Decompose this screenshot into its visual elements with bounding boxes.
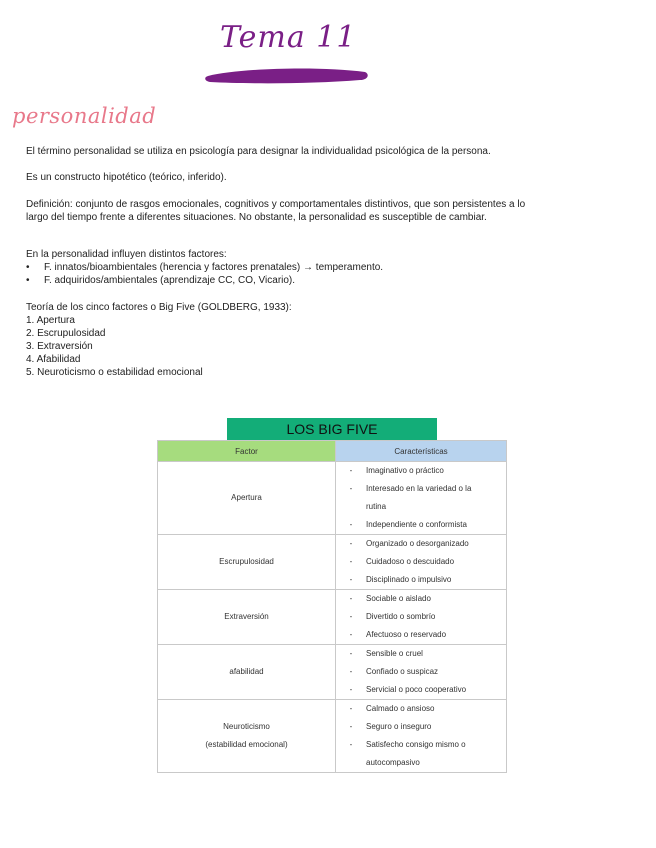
characteristic-text: Seguro o inseguro — [366, 722, 432, 731]
title-underline-stroke — [200, 62, 375, 86]
characteristic-line — [336, 498, 506, 516]
bullet-text: F. innatos/bioambientales (herencia y factores prenatales) → temperamento. — [44, 262, 384, 273]
list-item: 4. Afabilidad — [26, 354, 81, 365]
dash-marker: - — [349, 704, 353, 713]
dash-marker: - — [349, 612, 353, 621]
characteristics-cell — [336, 700, 507, 773]
dash-marker — [336, 498, 366, 516]
characteristics-cell — [336, 462, 507, 535]
characteristic-text: Organizado o desorganizado — [366, 539, 469, 548]
factor-column-header: Factor — [158, 441, 336, 462]
characteristic-line — [336, 645, 506, 663]
list-item: 5. Neuroticismo o estabilidad emocional — [26, 367, 203, 378]
table-row — [158, 645, 507, 700]
title-block — [200, 18, 380, 78]
factor-cell — [158, 700, 336, 773]
paragraph-3 — [26, 198, 525, 224]
characteristic-line — [336, 681, 506, 699]
list-item: 2. Escrupulosidad — [26, 328, 106, 339]
factors-intro: En la personalidad influyen distintos factores: — [26, 249, 227, 260]
characteristic-text: autocompasivo — [366, 758, 420, 767]
dash-marker: - — [349, 539, 353, 548]
page-title: Tema 11 — [220, 20, 357, 55]
bullet-text: F. adquiridos/ambientales (aprendizaje CC, CO, Vicario). — [44, 275, 296, 286]
characteristic-text: rutina — [366, 502, 387, 511]
factor-label: Escrupulosidad — [219, 557, 274, 566]
table-row — [158, 462, 507, 535]
table-row — [158, 700, 507, 773]
characteristic-line — [336, 718, 506, 736]
table-row — [158, 590, 507, 645]
paragraph-1: El término personalidad se utiliza en psicología para designar la individualidad psicológica de la persona. — [26, 146, 491, 157]
factor-label: Neuroticismo — [223, 722, 270, 731]
factors-section — [26, 248, 383, 287]
factor-cell — [158, 535, 336, 590]
characteristic-text: Disciplinado o impulsivo — [366, 575, 452, 584]
characteristic-text: Imaginativo o práctico — [366, 466, 444, 475]
dash-marker: - — [349, 520, 353, 529]
dash-marker: - — [349, 630, 353, 639]
section-heading: personalidad — [12, 104, 157, 128]
dash-marker — [336, 754, 366, 772]
paragraph-3-line-1: Definición: conjunto de rasgos emocionales, cognitivos y comportamentales distintivos, que son persistentes a lo — [26, 199, 526, 210]
characteristic-line — [336, 754, 506, 772]
dash-marker: - — [349, 740, 353, 749]
characteristics-cell — [336, 645, 507, 700]
characteristics-cell — [336, 590, 507, 645]
characteristic-text: Divertido o sombrío — [366, 612, 436, 621]
dash-marker: - — [349, 722, 353, 731]
bigfive-intro: Teoría de los cinco factores o Big Five (GOLDBERG, 1933): — [26, 302, 292, 313]
characteristic-text: Sensible o cruel — [366, 649, 423, 658]
characteristic-text: Independiente o conformista — [366, 520, 467, 529]
characteristic-text: Servicial o poco cooperativo — [366, 685, 467, 694]
factor-cell — [158, 645, 336, 700]
table-row — [158, 535, 507, 590]
characteristic-text: Sociable o aislado — [366, 594, 431, 603]
factor-cell — [158, 462, 336, 535]
dash-marker: - — [349, 685, 353, 694]
characteristic-line — [336, 553, 506, 571]
factor-cell — [158, 590, 336, 645]
factor-label: afabilidad — [229, 667, 264, 676]
characteristic-line — [336, 590, 506, 608]
dash-marker: - — [349, 557, 353, 566]
characteristic-line — [336, 516, 506, 534]
dash-marker: - — [349, 484, 353, 493]
bigfive-table — [157, 440, 507, 773]
factor-label: Extraversión — [224, 612, 269, 621]
characteristic-line — [336, 736, 506, 754]
characteristics-column-header: Características — [336, 441, 507, 462]
characteristic-line — [336, 626, 506, 644]
characteristic-text: Calmado o ansioso — [366, 704, 435, 713]
factor-label: Apertura — [231, 493, 262, 502]
list-item — [26, 261, 383, 274]
dash-marker: - — [349, 649, 353, 658]
characteristic-line — [336, 462, 506, 480]
bullet-icon: • — [26, 262, 30, 273]
characteristic-text: Interesado en la variedad o la — [366, 484, 472, 493]
list-item: 1. Apertura — [26, 315, 75, 326]
table-title: LOS BIG FIVE — [227, 418, 437, 440]
characteristic-line — [336, 608, 506, 626]
paragraph-3-line-2: largo del tiempo frente a diferentes situaciones. No obstante, la personalidad es susceptible de cambiar. — [26, 212, 487, 223]
characteristic-text: Afectuoso o reservado — [366, 630, 447, 639]
factor-sublabel: (estabilidad emocional) — [205, 740, 288, 749]
dash-marker: - — [349, 594, 353, 603]
paragraph-2: Es un constructo hipotético (teórico, inferido). — [26, 172, 227, 183]
dash-marker: - — [349, 466, 353, 475]
bigfive-section — [26, 301, 292, 379]
characteristic-line — [336, 480, 506, 498]
list-item: 3. Extraversión — [26, 341, 93, 352]
dash-marker: - — [349, 575, 353, 584]
characteristic-text: Satisfecho consigo mismo o — [366, 740, 466, 749]
characteristic-line — [336, 571, 506, 589]
characteristic-line — [336, 663, 506, 681]
list-item — [26, 274, 383, 287]
bullet-icon: • — [26, 275, 30, 286]
characteristic-text: Confiado o suspicaz — [366, 667, 439, 676]
dash-marker: - — [349, 667, 353, 676]
characteristic-line — [336, 700, 506, 718]
characteristics-cell — [336, 535, 507, 590]
characteristic-text: Cuidadoso o descuidado — [366, 557, 455, 566]
table-header-row — [158, 441, 507, 462]
characteristic-line — [336, 535, 506, 553]
